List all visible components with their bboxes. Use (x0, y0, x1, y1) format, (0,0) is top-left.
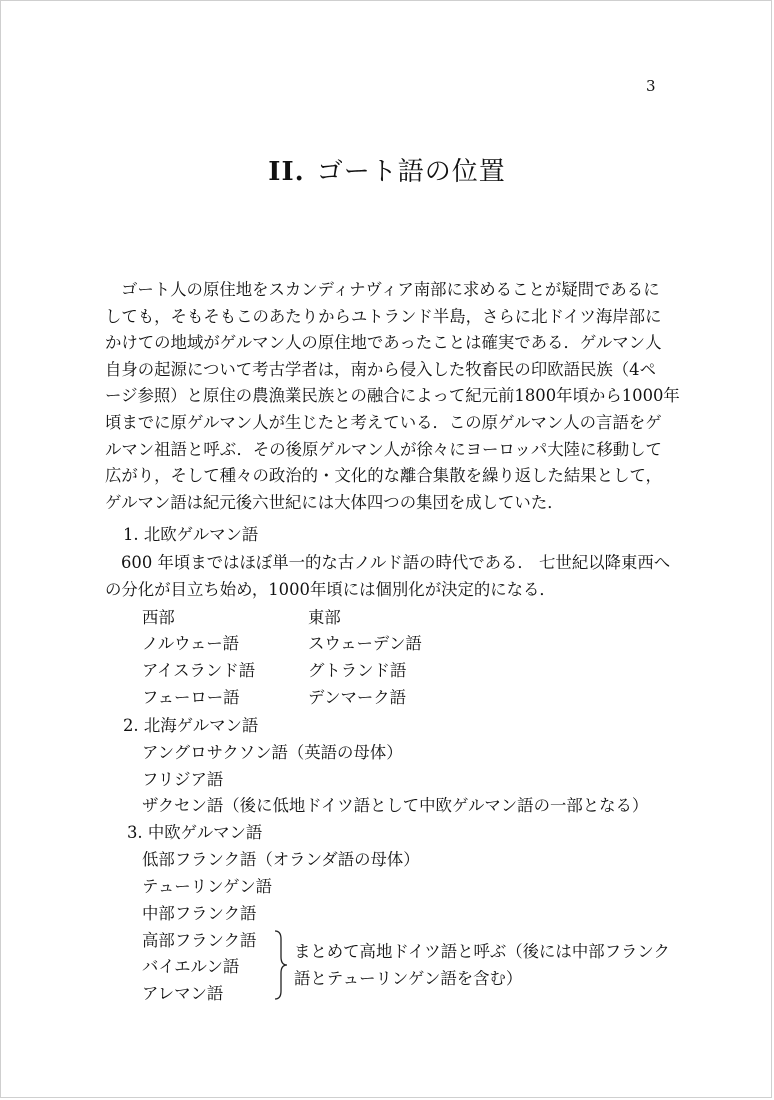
central-language: バイエルン語 (142, 957, 240, 976)
intro-line: しても，そもそもこのあたりからユトランド半島，さらに北ドイツ海岸部に (105, 306, 662, 326)
intro-line: ルマン祖語と呼ぶ．その後原ゲルマン人が徐々にヨーロッパ大陸に移動して (105, 439, 662, 459)
west-language: ノルウェー語 (142, 634, 240, 653)
west-language: アイスランド語 (142, 661, 256, 680)
intro-line: 自身の起源について考古学者は，南から侵入した牧畜民の印欧語民族（4ペ (105, 359, 656, 379)
central-note-line: 語とテューリンゲン語を含む） (294, 969, 523, 988)
central-language: 低部フランク語（オランダ語の母体） (142, 850, 420, 869)
west-language: フェーロー語 (142, 688, 240, 707)
east-language: スウェーデン語 (308, 634, 422, 653)
intro-line: かけての地域がゲルマン人の原住地であったことは確実である．ゲルマン人 (105, 333, 662, 353)
central-language: テューリンゲン語 (142, 877, 272, 896)
chapter-title-text: ゴート語の位置 (316, 157, 506, 187)
north-desc-line: 600 年頃まではほぼ単一的な古ノルド語の時代である． 七世紀以降東西へ (121, 553, 671, 572)
intro-line: 広がり，そして種々の政治的・文化的な離合集散を繰り返した結果として， (105, 466, 662, 486)
central-language: 中部フランク語 (142, 904, 257, 923)
intro-paragraph (105, 277, 680, 516)
intro-line: 頃までに原ゲルマン人が生じたと考えている．この原ゲルマン人の言語をゲ (105, 412, 662, 432)
east-language: デンマーク語 (308, 688, 407, 707)
central-note-line: まとめて高地ドイツ語と呼ぶ（後には中部フランク (294, 942, 670, 961)
grouping-brace (271, 929, 291, 1001)
east-header: 東部 (308, 608, 341, 627)
east-language: グトランド語 (308, 661, 407, 680)
central-language: アレマン語 (142, 984, 224, 1003)
north-desc-line: の分化が目立ち始め，1000年頃には個別化が決定的になる． (105, 580, 556, 599)
northsea-language: フリジア語 (142, 770, 224, 789)
chapter-numeral: II. (268, 157, 305, 187)
intro-line: ゴート人の原住地をスカンディナヴィア南部に求めることが疑問であるに (121, 280, 660, 299)
central-language: 高部フランク語 (142, 931, 257, 950)
page-number: 3 (646, 77, 656, 95)
west-header: 西部 (142, 608, 175, 627)
northsea-language: アングロサクソン語（英語の母体） (142, 743, 403, 762)
intro-line: ージ参照）と原住の農漁業民族との融合によって紀元前1800年頃から1000年 (105, 386, 680, 406)
section-heading-central: 3. 中欧ゲルマン語 (127, 823, 263, 842)
intro-line: ゲルマン語は紀元後六世紀には大体四つの集団を成していた． (105, 492, 564, 512)
chapter-title (1, 151, 773, 188)
section-heading-north: 1. 北欧ゲルマン語 (123, 525, 259, 544)
northsea-language: ザクセン語（後に低地ドイツ語として中欧ゲルマン語の一部となる） (142, 796, 649, 815)
section-heading-northsea: 2. 北海ゲルマン語 (123, 716, 259, 735)
